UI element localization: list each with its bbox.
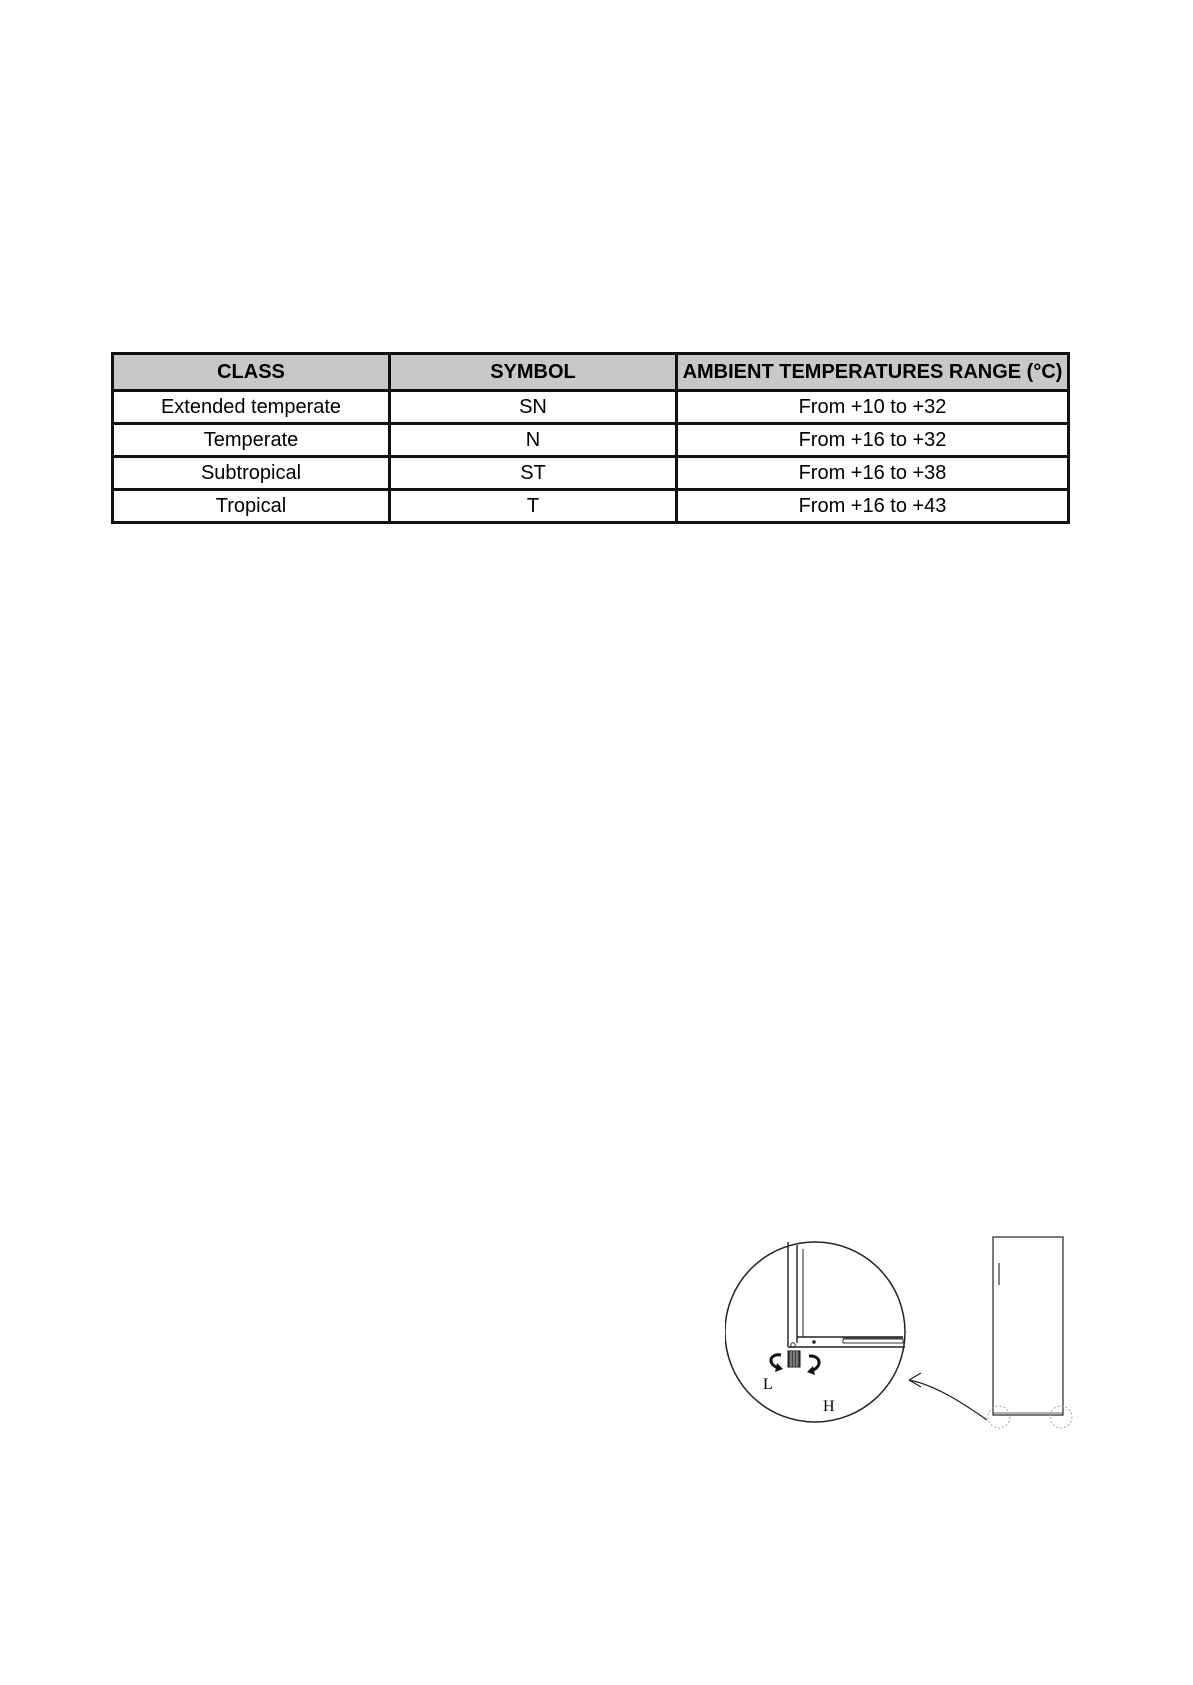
table-row <box>113 424 1069 457</box>
cell-class: Tropical <box>113 490 390 523</box>
magnified-foot-detail <box>725 1242 905 1422</box>
cell-range: From +10 to +32 <box>677 391 1069 424</box>
cell-symbol: SN <box>390 391 677 424</box>
label-high: H <box>823 1398 835 1415</box>
table-row <box>113 391 1069 424</box>
table-header-row <box>113 354 1069 391</box>
cell-range: From +16 to +43 <box>677 490 1069 523</box>
cell-class: Extended temperate <box>113 391 390 424</box>
leveling-feet-diagram <box>725 1225 1085 1430</box>
cell-symbol: ST <box>390 457 677 490</box>
table-row <box>113 490 1069 523</box>
cell-range: From +16 to +32 <box>677 424 1069 457</box>
pointer-arrow <box>909 1380 987 1420</box>
label-low: L <box>763 1376 773 1393</box>
cell-symbol: T <box>390 490 677 523</box>
cell-class: Subtropical <box>113 457 390 490</box>
cell-symbol: N <box>390 424 677 457</box>
table-row <box>113 457 1069 490</box>
appliance-side-view <box>988 1237 1072 1428</box>
climate-class-table <box>111 352 1070 524</box>
cell-range: From +16 to +38 <box>677 457 1069 490</box>
header-symbol: SYMBOL <box>390 354 677 391</box>
cell-class: Temperate <box>113 424 390 457</box>
header-ambient-range: AMBIENT TEMPERATURES RANGE (°C) <box>677 354 1069 391</box>
header-class: CLASS <box>113 354 390 391</box>
